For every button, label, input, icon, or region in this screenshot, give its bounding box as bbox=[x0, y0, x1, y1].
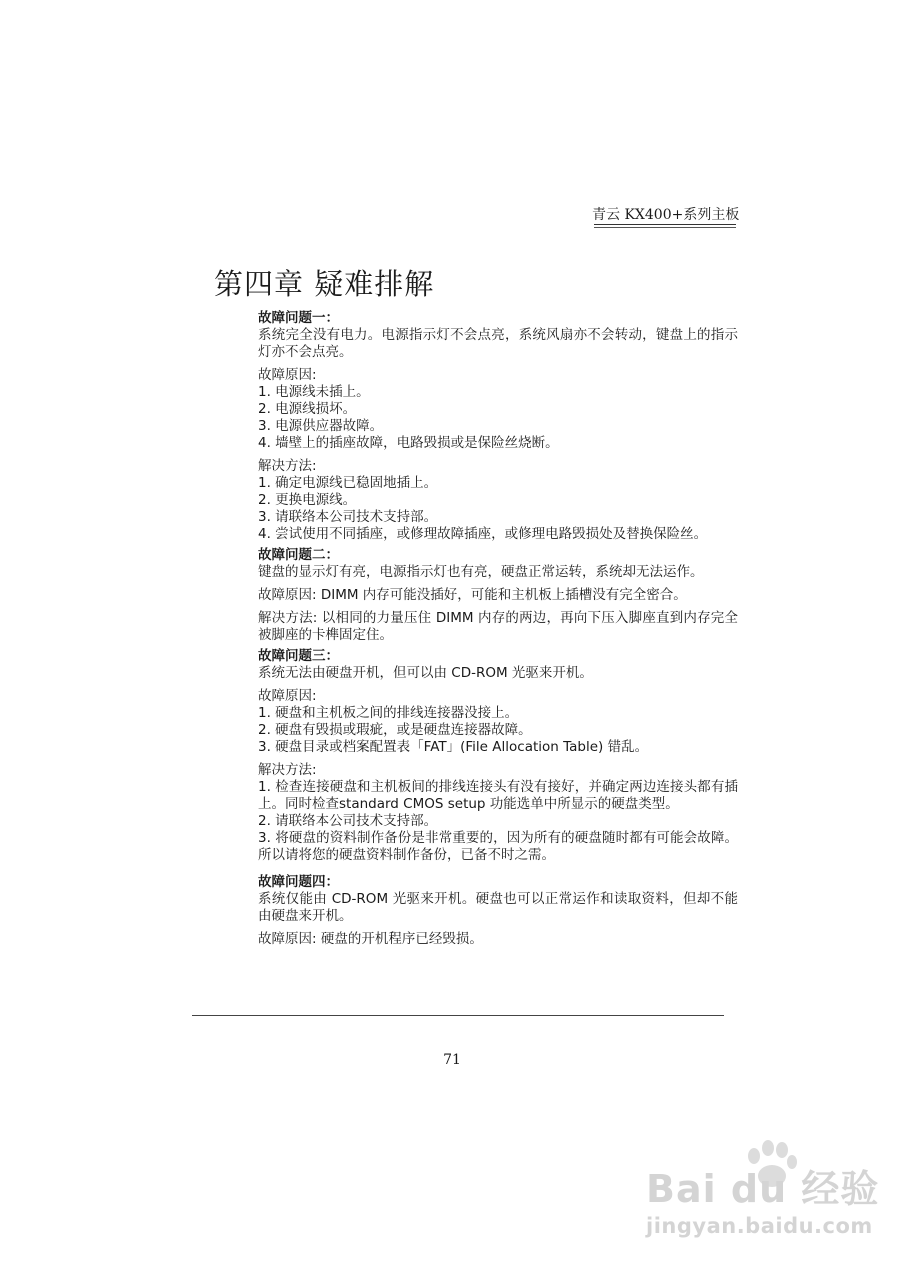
page-number: 71 bbox=[443, 1052, 461, 1068]
q2-cause: 故障原因: DIMM 内存可能没插好，可能和主机板上插槽没有完全密合。 bbox=[258, 587, 687, 603]
watermark-logo: Bai du 经验 bbox=[646, 1167, 880, 1211]
q1-solution-item: 4. 尝试使用不同插座，或修理故障插座，或修理电路毁损处及替换保险丝。 bbox=[258, 526, 708, 542]
q3-desc: 系统无法由硬盘开机，但可以由 CD-ROM 光驱来开机。 bbox=[258, 665, 593, 681]
q3-cause-item: 2. 硬盘有毁损或瑕疵，或是硬盘连接器故障。 bbox=[258, 722, 532, 738]
q1-cause-item: 2. 电源线损坏。 bbox=[258, 401, 357, 417]
q3-solution-item: 1. 检查连接硬盘和主机板间的排线连接头有没有接好，并确定两边连接头都有插上。同时检查standard CMOS setup 功能选单中所显示的硬盘类型。 bbox=[258, 779, 738, 812]
q4-cause: 故障原因: 硬盘的开机程序已经毁损。 bbox=[258, 931, 483, 947]
q3-cause-label: 故障原因: bbox=[258, 688, 317, 704]
content-body bbox=[258, 306, 738, 948]
chapter-title: 第四章 疑难排解 bbox=[214, 267, 435, 301]
q3-cause-item: 1. 硬盘和主机板之间的排线连接器没接上。 bbox=[258, 705, 519, 721]
watermark-site: jingyan.baidu.com bbox=[646, 1214, 873, 1238]
q3-solution-item: 2. 请联络本公司技术支持部。 bbox=[258, 813, 438, 829]
footer-rule bbox=[192, 1015, 724, 1016]
q1-cause-item: 1. 电源线未插上。 bbox=[258, 384, 370, 400]
q2-desc: 键盘的显示灯有亮，电源指示灯也有亮，硬盘正常运转，系统却无法运作。 bbox=[258, 564, 704, 580]
q3-solution-label: 解决方法: bbox=[258, 762, 317, 778]
q1-cause-label: 故障原因: bbox=[258, 367, 317, 383]
q1-solution-item: 3. 请联络本公司技术支持部。 bbox=[258, 509, 438, 525]
q2-title: 故障问题二： bbox=[258, 547, 339, 563]
q3-title: 故障问题三： bbox=[258, 648, 339, 664]
q3-cause-item: 3. 硬盘目录或档案配置表「FAT」(File Allocation Table) 错乱。 bbox=[258, 739, 649, 755]
q1-solution-item: 2. 更换电源线。 bbox=[258, 492, 357, 508]
q4-desc: 系统仅能由 CD-ROM 光驱来开机。硬盘也可以正常运作和读取资料，但却不能由硬盘来开机。 bbox=[258, 891, 738, 924]
q1-solution-item: 1. 确定电源线已稳固地插上。 bbox=[258, 475, 438, 491]
q3-solution-item: 3. 将硬盘的资料制作备份是非常重要的，因为所有的硬盘随时都有可能会故障。所以请将您的硬盘资料制作备份，已备不时之需。 bbox=[258, 830, 738, 863]
q1-title: 故障问题一： bbox=[258, 310, 339, 326]
q1-cause-item: 4. 墙壁上的插座故障，电路毁损或是保险丝烧断。 bbox=[258, 435, 559, 451]
running-header: 青云 KX400+系列主板 bbox=[592, 207, 740, 223]
header-rule bbox=[594, 224, 736, 225]
header-rule-thin bbox=[594, 227, 736, 228]
watermark bbox=[640, 1140, 890, 1270]
q1-desc: 系统完全没有电力。电源指示灯不会点亮，系统风扇亦不会转动，键盘上的指示灯亦不会点亮。 bbox=[258, 327, 738, 360]
q4-title: 故障问题四： bbox=[258, 874, 339, 890]
q2-solution: 解决方法: 以相同的力量压住 DIMM 内存的两边，再向下压入脚座直到内存完全被脚座的卡榫固定住。 bbox=[258, 610, 738, 643]
q1-cause-item: 3. 电源供应器故障。 bbox=[258, 418, 384, 434]
q1-solution-label: 解决方法: bbox=[258, 458, 317, 474]
